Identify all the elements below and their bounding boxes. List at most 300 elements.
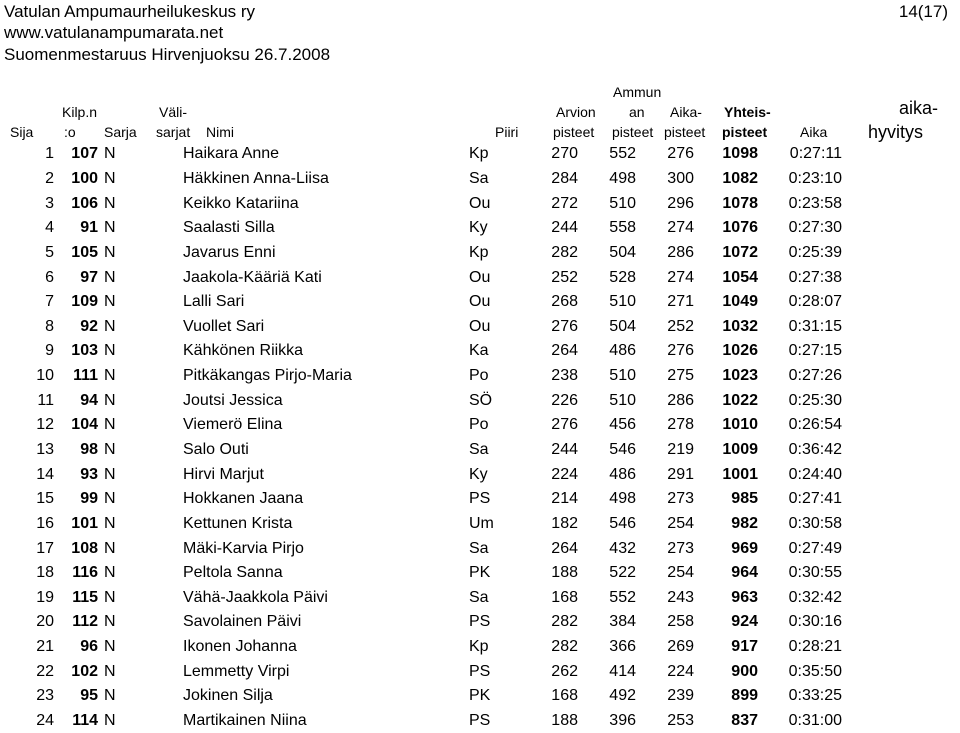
name-cell: Lemmetty Virpi (183, 662, 290, 680)
estimation-points-cell: 214 (551, 490, 578, 508)
col-header-piiri: Piiri (495, 124, 519, 140)
subseries-cell (134, 241, 178, 266)
shooting-points-cell: 510 (609, 194, 636, 212)
bib-number-cell: 114 (72, 712, 98, 730)
table-row (0, 536, 960, 561)
time-points-cell: 286 (667, 243, 694, 261)
estimation-points-cell: 272 (551, 194, 578, 212)
total-points-cell: 1022 (722, 391, 758, 409)
name-cell: Hirvi Marjut (183, 465, 264, 483)
district-cell: PS (469, 662, 491, 680)
rank-cell: 12 (36, 416, 54, 434)
name-cell: Javarus Enni (183, 243, 276, 261)
table-row (0, 462, 960, 487)
table-row (0, 487, 960, 512)
shooting-points-cell: 456 (609, 416, 636, 434)
series-cell: N (104, 613, 116, 631)
series-cell: N (104, 638, 116, 656)
total-points-cell: 1049 (722, 293, 758, 311)
district-cell: Sa (469, 441, 489, 458)
col-header-hyvitys-bottom: hyvitys (868, 122, 924, 142)
subseries-cell (134, 216, 178, 241)
time-compensation-cell (846, 610, 960, 635)
total-points-cell: 985 (731, 490, 758, 508)
name-cell: Kettunen Krista (183, 514, 293, 532)
time-cell: 0:27:26 (788, 367, 842, 385)
district-cell: PK (469, 687, 491, 705)
shooting-points-cell: 522 (609, 564, 636, 582)
table-row (0, 290, 960, 315)
subseries-cell (134, 684, 178, 709)
col-header-vali-bottom: sarjat (156, 124, 191, 140)
series-cell: N (104, 588, 116, 606)
time-cell: 0:27:30 (788, 219, 842, 237)
series-cell: N (104, 564, 116, 582)
col-header-ammun-mid: an (629, 104, 645, 120)
time-compensation-cell (846, 413, 960, 438)
subseries-cell (134, 610, 178, 635)
shooting-points-cell: 510 (609, 293, 636, 311)
district-cell: PK (469, 564, 491, 582)
series-cell: N (104, 293, 116, 311)
time-cell: 0:23:58 (788, 194, 842, 212)
time-points-cell: 254 (667, 514, 694, 532)
total-points-cell: 1032 (722, 317, 758, 335)
estimation-points-cell: 282 (551, 243, 578, 261)
estimation-points-cell: 238 (551, 367, 578, 385)
name-cell: Lalli Sari (183, 293, 245, 311)
shooting-points-cell: 498 (609, 490, 636, 508)
rank-cell: 10 (36, 367, 54, 385)
table-row (0, 388, 960, 413)
time-cell: 0:31:00 (788, 712, 842, 730)
time-cell: 0:23:10 (788, 169, 842, 187)
series-cell: N (104, 317, 116, 335)
name-cell: Peltola Sanna (183, 564, 283, 582)
table-row (0, 659, 960, 684)
series-cell: N (104, 342, 116, 360)
table-row (0, 216, 960, 241)
rank-cell: 8 (45, 317, 54, 335)
col-header-arvion-top: Arvion (556, 104, 596, 120)
time-compensation-cell (846, 167, 960, 192)
total-points-cell: 1026 (722, 342, 758, 360)
total-points-cell: 1023 (722, 367, 758, 385)
estimation-points-cell: 276 (551, 317, 578, 335)
estimation-points-cell: 264 (551, 342, 578, 360)
time-points-cell: 291 (667, 465, 694, 483)
district-cell: Ou (469, 293, 491, 311)
time-cell: 0:26:54 (788, 416, 842, 434)
shooting-points-cell: 432 (609, 539, 636, 557)
time-cell: 0:35:50 (788, 662, 842, 680)
table-row (0, 610, 960, 635)
subseries-cell (134, 487, 178, 512)
shooting-points-cell: 498 (609, 169, 636, 187)
time-compensation-cell (846, 339, 960, 364)
time-cell: 0:25:30 (788, 391, 842, 409)
shooting-points-cell: 366 (609, 638, 636, 656)
time-points-cell: 258 (667, 613, 694, 631)
estimation-points-cell: 276 (551, 416, 578, 434)
subseries-cell (134, 586, 178, 611)
name-cell: Martikainen Niina (183, 712, 307, 730)
total-points-cell: 1072 (722, 243, 758, 261)
table-row (0, 684, 960, 709)
table-row (0, 265, 960, 290)
district-cell: Sa (469, 539, 489, 557)
time-points-cell: 273 (667, 539, 694, 557)
rank-cell: 17 (36, 539, 54, 557)
subseries-cell (134, 512, 178, 537)
time-cell: 0:27:38 (788, 268, 842, 286)
time-points-cell: 274 (667, 219, 694, 237)
name-cell: Jokinen Silja (183, 687, 273, 705)
estimation-points-cell: 264 (551, 539, 578, 557)
bib-number-cell: 94 (80, 391, 98, 409)
bib-number-cell: 98 (80, 441, 98, 458)
shooting-points-cell: 558 (609, 219, 636, 237)
shooting-points-cell: 504 (609, 243, 636, 261)
time-cell: 0:24:40 (788, 465, 842, 483)
name-cell: Savolainen Päivi (183, 613, 302, 631)
shooting-points-cell: 552 (609, 145, 636, 163)
subseries-cell (134, 364, 178, 389)
time-cell: 0:31:15 (788, 317, 842, 335)
results-table (0, 142, 960, 733)
col-header-nimi: Nimi (206, 124, 234, 140)
bib-number-cell: 105 (71, 243, 98, 261)
shooting-points-cell: 510 (609, 391, 636, 409)
series-cell: N (104, 391, 116, 409)
district-cell: Kp (469, 638, 489, 656)
name-cell: Saalasti Silla (183, 219, 275, 237)
time-points-cell: 300 (667, 169, 694, 187)
estimation-points-cell: 188 (551, 564, 578, 582)
bib-number-cell: 116 (72, 564, 98, 582)
col-header-yhteis-bottom: pisteet (722, 124, 768, 140)
bib-number-cell: 101 (71, 514, 98, 532)
bib-number-cell: 112 (72, 613, 98, 631)
col-header-aika-bottom: pisteet (664, 124, 706, 140)
bib-number-cell: 97 (80, 268, 98, 286)
shooting-points-cell: 528 (609, 268, 636, 286)
series-cell: N (104, 194, 116, 212)
bib-number-cell: 100 (71, 169, 98, 187)
table-row (0, 167, 960, 192)
shooting-points-cell: 510 (609, 367, 636, 385)
rank-cell: 1 (45, 145, 54, 163)
district-cell: Po (469, 416, 489, 434)
district-cell: Po (469, 367, 489, 385)
time-cell: 0:30:16 (788, 613, 842, 631)
shooting-points-cell: 414 (609, 662, 636, 680)
time-compensation-cell (846, 561, 960, 586)
time-compensation-cell (846, 191, 960, 216)
rank-cell: 21 (36, 638, 54, 656)
total-points-cell: 982 (731, 514, 758, 532)
shooting-points-cell: 492 (609, 687, 636, 705)
table-row (0, 709, 960, 733)
time-points-cell: 296 (667, 194, 694, 212)
name-cell: Ikonen Johanna (183, 638, 297, 656)
district-cell: Ou (469, 317, 491, 335)
bib-number-cell: 106 (71, 194, 98, 212)
total-points-cell: 1001 (722, 465, 758, 483)
total-points-cell: 963 (731, 588, 758, 606)
total-points-cell: 899 (731, 687, 758, 705)
rank-cell: 23 (36, 687, 54, 705)
time-cell: 0:28:07 (788, 293, 842, 311)
time-cell: 0:28:21 (788, 638, 842, 656)
time-compensation-cell (846, 635, 960, 660)
col-header-sija: Sija (10, 124, 34, 140)
subseries-cell (134, 659, 178, 684)
shooting-points-cell: 486 (609, 465, 636, 483)
table-row (0, 314, 960, 339)
bib-number-cell: 104 (71, 416, 98, 434)
event-title: Suomenmestaruus Hirvenjuoksu 26.7.2008 (4, 45, 331, 64)
name-cell: Jaakola-Kääriä Kati (183, 268, 322, 286)
time-points-cell: 253 (667, 712, 694, 730)
rank-cell: 16 (36, 514, 54, 532)
rank-cell: 19 (36, 588, 54, 606)
time-points-cell: 276 (667, 145, 694, 163)
bib-number-cell: 91 (80, 219, 98, 237)
club-name: Vatulan Ampumaurheilukeskus ry (4, 2, 256, 21)
district-cell: Um (469, 514, 494, 532)
subseries-cell (134, 142, 178, 167)
district-cell: Ou (469, 268, 491, 286)
district-cell: Ky (469, 219, 488, 237)
estimation-points-cell: 252 (551, 268, 578, 286)
table-row (0, 512, 960, 537)
time-compensation-cell (846, 290, 960, 315)
col-header-arvion-bottom: pisteet (553, 124, 595, 140)
subseries-cell (134, 167, 178, 192)
total-points-cell: 1078 (722, 194, 758, 212)
bib-number-cell: 111 (73, 367, 98, 385)
name-cell: Mäki-Karvia Pirjo (183, 539, 304, 557)
subseries-cell (134, 462, 178, 487)
series-cell: N (104, 416, 116, 434)
rank-cell: 15 (36, 490, 54, 508)
time-compensation-cell (846, 314, 960, 339)
rank-cell: 2 (45, 169, 54, 187)
rank-cell: 14 (36, 465, 54, 483)
total-points-cell: 837 (731, 712, 758, 730)
time-cell: 0:33:25 (788, 687, 842, 705)
time-points-cell: 275 (667, 367, 694, 385)
total-points-cell: 1010 (722, 416, 758, 434)
bib-number-cell: 93 (80, 465, 98, 483)
series-cell: N (104, 145, 116, 163)
time-points-cell: 269 (667, 638, 694, 656)
bib-number-cell: 96 (80, 638, 98, 656)
time-compensation-cell (846, 438, 960, 463)
name-cell: Häkkinen Anna-Liisa (183, 169, 329, 187)
name-cell: Kähkönen Riikka (183, 342, 304, 360)
table-row (0, 339, 960, 364)
name-cell: Pitkäkangas Pirjo-Maria (183, 367, 352, 385)
time-points-cell: 252 (667, 317, 694, 335)
table-row (0, 586, 960, 611)
bib-number-cell: 115 (72, 588, 98, 606)
subseries-cell (134, 536, 178, 561)
subseries-cell (134, 709, 178, 733)
name-cell: Vähä-Jaakkola Päivi (183, 588, 328, 606)
subseries-cell (134, 561, 178, 586)
time-compensation-cell (846, 142, 960, 167)
time-cell: 0:27:49 (788, 539, 842, 557)
time-compensation-cell (846, 586, 960, 611)
estimation-points-cell: 282 (551, 613, 578, 631)
col-header-kilpno-top: Kilp.n (62, 104, 98, 120)
table-row (0, 635, 960, 660)
subseries-cell (134, 635, 178, 660)
series-cell: N (104, 243, 116, 261)
subseries-cell (134, 438, 178, 463)
series-cell: N (104, 441, 116, 458)
name-cell: Keikko Katariina (183, 194, 299, 212)
total-points-cell: 964 (731, 564, 758, 582)
subseries-cell (134, 314, 178, 339)
table-row (0, 364, 960, 389)
district-cell: Kp (469, 243, 489, 261)
district-cell: PS (469, 712, 491, 730)
time-compensation-cell (846, 364, 960, 389)
time-compensation-cell (846, 659, 960, 684)
bib-number-cell: 108 (71, 539, 98, 557)
rank-cell: 4 (45, 219, 54, 237)
time-compensation-cell (846, 512, 960, 537)
time-points-cell: 276 (667, 342, 694, 360)
estimation-points-cell: 168 (551, 687, 578, 705)
time-points-cell: 239 (667, 687, 694, 705)
time-compensation-cell (846, 265, 960, 290)
time-compensation-cell (846, 388, 960, 413)
total-points-cell: 917 (731, 638, 758, 656)
col-header-yhteis-top: Yhteis- (724, 104, 771, 120)
rank-cell: 11 (37, 391, 54, 409)
estimation-points-cell: 270 (551, 145, 578, 163)
subseries-cell (134, 413, 178, 438)
series-cell: N (104, 219, 116, 237)
time-points-cell: 274 (667, 268, 694, 286)
time-points-cell: 278 (667, 416, 694, 434)
time-compensation-cell (846, 462, 960, 487)
page-number: 14(17) (898, 2, 948, 21)
time-points-cell: 243 (667, 588, 694, 606)
series-cell: N (104, 687, 116, 705)
bib-number-cell: 99 (80, 490, 98, 508)
bib-number-cell: 92 (80, 317, 98, 335)
col-header-aika-top: Aika- (670, 104, 702, 120)
series-cell: N (104, 169, 116, 187)
total-points-cell: 1054 (722, 268, 758, 286)
series-cell: N (104, 268, 116, 286)
time-points-cell: 286 (667, 391, 694, 409)
time-points-cell: 273 (667, 490, 694, 508)
col-header-aika: Aika (800, 124, 828, 140)
time-compensation-cell (846, 536, 960, 561)
club-website: www.vatulanampumarata.net (4, 23, 224, 42)
col-header-hyvitys-top: aika- (899, 98, 939, 118)
rank-cell: 9 (45, 342, 54, 360)
subseries-cell (134, 290, 178, 315)
rank-cell: 3 (45, 194, 54, 212)
time-cell: 0:27:15 (788, 342, 842, 360)
estimation-points-cell: 224 (551, 465, 578, 483)
bib-number-cell: 109 (71, 293, 98, 311)
time-compensation-cell (846, 684, 960, 709)
subseries-cell (134, 265, 178, 290)
time-compensation-cell (846, 487, 960, 512)
shooting-points-cell: 504 (609, 317, 636, 335)
col-header-ammun-top: Ammun (613, 84, 662, 100)
time-cell: 0:25:39 (788, 243, 842, 261)
bib-number-cell: 103 (71, 342, 98, 360)
bib-number-cell: 107 (71, 145, 98, 163)
time-points-cell: 219 (667, 441, 694, 458)
time-cell: 0:30:55 (788, 564, 842, 582)
name-cell: Salo Outi (183, 441, 249, 458)
shooting-points-cell: 384 (609, 613, 636, 631)
series-cell: N (104, 490, 116, 508)
time-compensation-cell (846, 216, 960, 241)
series-cell: N (104, 662, 116, 680)
estimation-points-cell: 244 (551, 219, 578, 237)
estimation-points-cell: 284 (551, 169, 578, 187)
subseries-cell (134, 388, 178, 413)
shooting-points-cell: 486 (609, 342, 636, 360)
estimation-points-cell: 282 (551, 638, 578, 656)
estimation-points-cell: 268 (551, 293, 578, 311)
shooting-points-cell: 546 (609, 441, 636, 458)
time-cell: 0:27:41 (788, 490, 842, 508)
time-cell: 0:30:58 (788, 514, 842, 532)
table-row (0, 142, 960, 167)
estimation-points-cell: 182 (551, 514, 578, 532)
estimation-points-cell: 262 (551, 662, 578, 680)
rank-cell: 24 (36, 712, 54, 730)
district-cell: Sa (469, 169, 489, 187)
rank-cell: 7 (45, 293, 54, 311)
name-cell: Vuollet Sari (183, 317, 265, 335)
total-points-cell: 1098 (722, 145, 758, 163)
rank-cell: 18 (36, 564, 54, 582)
district-cell: PS (469, 490, 491, 508)
shooting-points-cell: 552 (609, 588, 636, 606)
table-row (0, 241, 960, 266)
name-cell: Hokkanen Jaana (183, 490, 304, 508)
total-points-cell: 900 (731, 662, 758, 680)
rank-cell: 6 (45, 268, 54, 286)
table-row (0, 438, 960, 463)
estimation-points-cell: 226 (551, 391, 578, 409)
col-header-vali-top: Väli- (159, 104, 188, 120)
time-points-cell: 271 (667, 293, 694, 311)
estimation-points-cell: 168 (551, 588, 578, 606)
time-points-cell: 224 (667, 662, 694, 680)
time-compensation-cell (846, 241, 960, 266)
time-compensation-cell (846, 709, 960, 733)
series-cell: N (104, 465, 116, 483)
rank-cell: 20 (36, 613, 54, 631)
table-row (0, 561, 960, 586)
rank-cell: 5 (45, 243, 54, 261)
estimation-points-cell: 188 (551, 712, 578, 730)
